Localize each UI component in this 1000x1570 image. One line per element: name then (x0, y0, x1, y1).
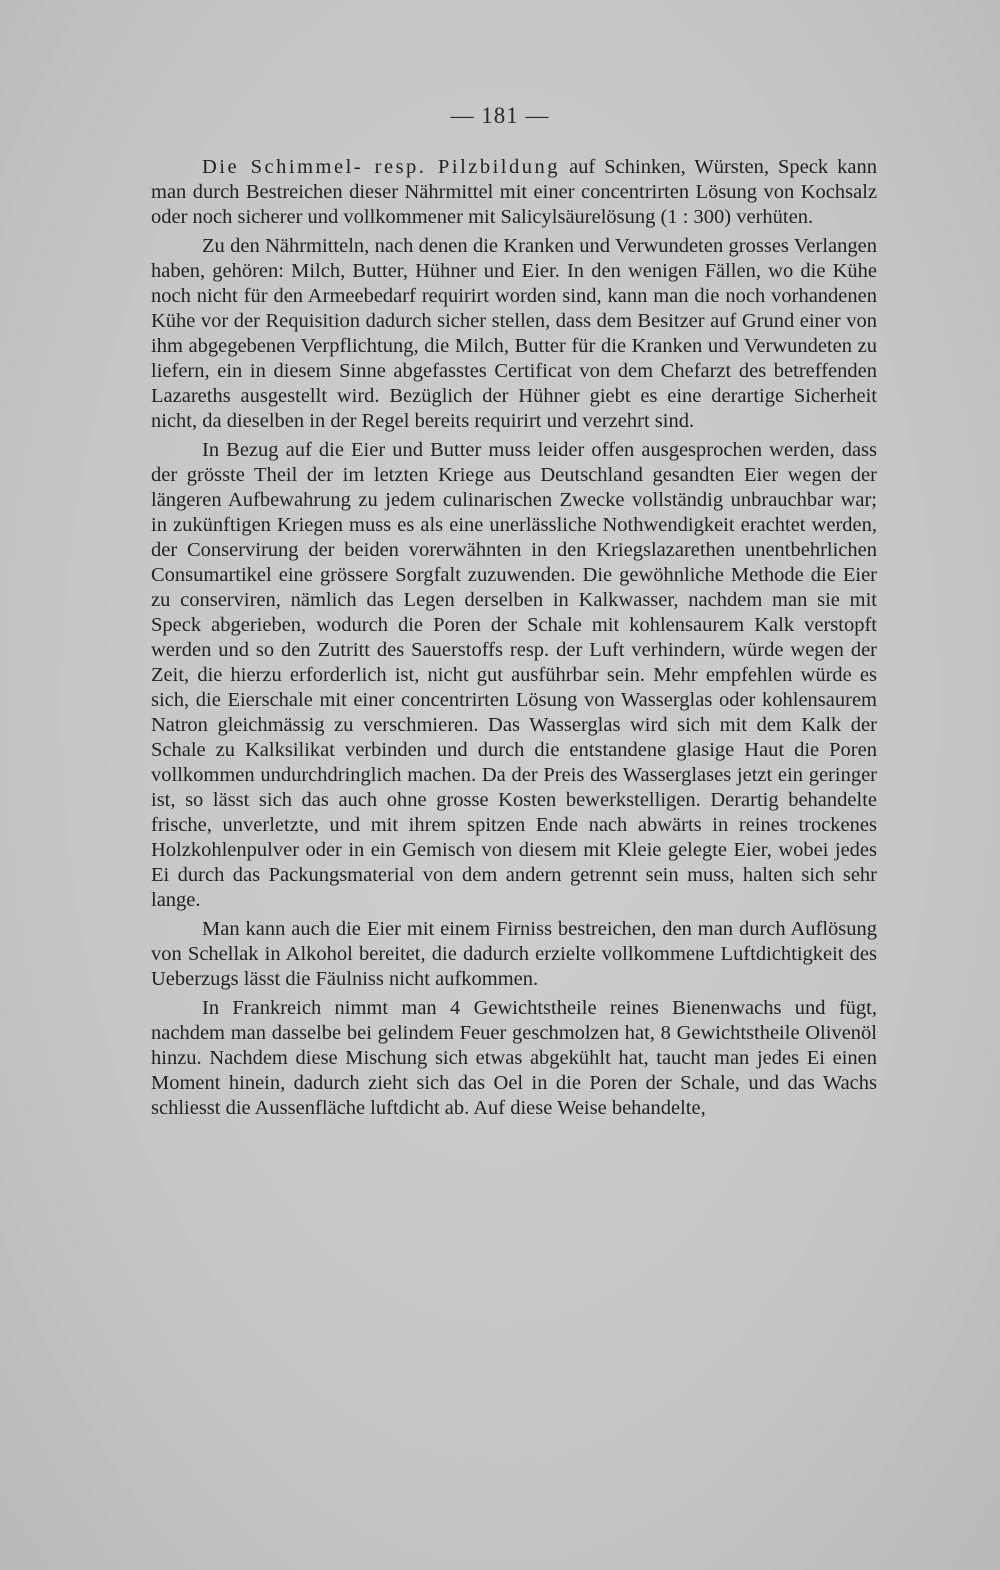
body-text (151, 155, 877, 1121)
paragraph-text: Zu den Nährmitteln, nach denen die Kranken und Verwundeten grosses Verlangen haben, gehören: Milch, Butter, Hühner und Eier. In den wenigen Fällen, wo die Kühe noch nicht für den Armeebedarf requirirt worden sind, kann man die noch vorhandenen Kühe vor der Requisition dadurch sicher stellen, dass dem Besitzer auf Grund einer von ihm abgegebenen Verpflichtung, die Milch, Butter für die Kranken und Verwundeten zu liefern, ein in diesem Sinne abgefasstes Certificat von dem Chefarzt des betreffenden Lazareths ausgestellt wird. Bezüglich der Hühner giebt es eine derartige Sicherheit nicht, da dieselben in der Regel bereits requirirt und verzehrt sind. (151, 235, 877, 432)
paragraph-text: auf Schinken, Würsten, Speck kann man durch Bestreichen dieser Nährmittel mit einer concentrirten Lösung von Kochsalz oder noch sicherer und vollkommener mit Salicylsäurelösung (1 : 300) verhüten. (151, 156, 877, 228)
emphasized-text: Die Schimmel- resp. Pilzbildung (202, 156, 561, 178)
paragraph-text: In Bezug auf die Eier und Butter muss leider offen ausgesprochen werden, dass der grösste Theil der im letzten Kriege aus Deutschland gesandten Eier wegen der längeren Aufbewahrung zu jedem culinarischen Zwecke vollständig unbrauchbar war; in zukünftigen Kriegen muss es als eine unerlässliche Nothwendigkeit erachtet werden, der Conservirung der beiden vorerwähnten in den Kriegslazarethen unentbehrlichen Consumartikel eine grössere Sorgfalt zuzuwenden. Die gewöhnliche Methode die Eier zu conserviren, nämlich das Legen derselben in Kalkwasser, nachdem man sie mit Speck abgerieben, wodurch die Poren der Schale mit kohlensaurem Kalk verstopft werden und so den Zutritt des Sauerstoffs resp. der Luft verhindern, würde wegen der Zeit, die hierzu erforderlich ist, nicht gut ausführbar sein. Mehr empfehlen würde es sich, die Eierschale mit einer concentrirten Lösung von Wasserglas oder kohlensaurem Natron gleichmässig zu verschmieren. Das Wasserglas wird sich mit dem Kalk der Schale zu Kalksilikat verbinden und durch die entstandene glasige Haut die Poren vollkommen undurchdringlich machen. Da der Preis des Wasserglases jetzt ein geringer ist, so lässt sich das auch ohne grosse Kosten bewerkstelligen. Derartig behandelte frische, unverletzte, und mit ihrem spitzen Ende nach abwärts in reines trockenes Holzkohlenpulver oder in ein Gemisch von diesem mit Kleie gelegte Eier, wobei jedes Ei durch das Packungsmaterial von dem andern getrennt sein muss, halten sich sehr lange. (151, 439, 877, 911)
paragraph-text: In Frankreich nimmt man 4 Gewichtstheile reines Bienenwachs und fügt, nachdem man dasselbe bei gelindem Feuer geschmolzen hat, 8 Gewichtstheile Olivenöl hinzu. Nachdem diese Mischung sich etwas abgekühlt hat, taucht man jedes Ei einen Moment hinein, dadurch zieht sich das Oel in die Poren der Schale, und das Wachs schliesst die Aussenfläche luftdicht ab. Auf diese Weise behandelte, (151, 997, 877, 1119)
paragraph (151, 917, 877, 992)
page-number: — 181 — (450, 103, 550, 128)
paragraph (151, 155, 877, 230)
paragraph (151, 234, 877, 434)
paragraph-text: Man kann auch die Eier mit einem Firniss bestreichen, den man durch Auflösung von Schellak in Alkohol bereitet, die dadurch erzielte vollkommene Luftdichtigkeit des Ueberzugs lässt die Fäulniss nicht aufkommen. (151, 918, 877, 990)
paragraph (151, 438, 877, 913)
paragraph (151, 996, 877, 1121)
